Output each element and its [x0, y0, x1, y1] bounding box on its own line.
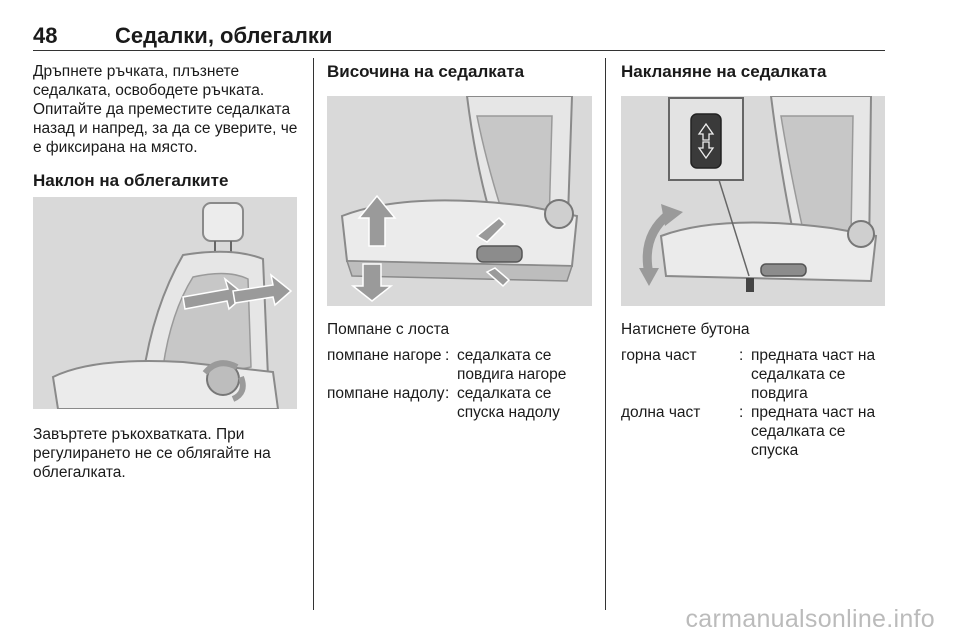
- list-colon: :: [739, 404, 744, 421]
- seat-height-figure: [327, 96, 592, 306]
- seat-backrest-illustration: [33, 197, 297, 409]
- seat-height-caption: Помпане с лоста: [327, 321, 450, 338]
- list-item: [327, 384, 592, 422]
- list-colon: :: [739, 347, 744, 364]
- seat-tilt-caption: Натиснете бутона: [621, 321, 750, 338]
- seat-height-list: [327, 346, 592, 422]
- seat-height-illustration: [327, 96, 592, 306]
- list-definition: предната част на седалката се повдига: [751, 347, 876, 402]
- page-number: 48: [33, 23, 58, 48]
- list-item: [621, 403, 886, 460]
- list-definition: седалката се спуска надолу: [457, 385, 560, 421]
- backrest-figure: [33, 197, 297, 409]
- column-2: [327, 62, 599, 82]
- list-item: [621, 346, 886, 403]
- intro-paragraph: Дръпнете ръчката, плъзнете седалката, освободете ръчката. Опитайте да преместите седалката назад и напред, за да се уверите, че е фиксирана на място.: [33, 63, 298, 156]
- list-term: помпане надолу: [327, 385, 445, 402]
- column-1: [33, 62, 305, 191]
- section-heading-seat-tilt: Накланяне на седалката: [621, 62, 827, 81]
- list-definition: седалката се повдига нагоре: [457, 347, 567, 383]
- column-3: [621, 62, 893, 82]
- list-definition: предната част на седалката се спуска: [751, 404, 876, 459]
- seat-tilt-illustration: [621, 96, 885, 306]
- list-term: долна част: [621, 404, 701, 421]
- list-colon: :: [445, 385, 450, 402]
- section-heading-backrest: Наклон на облегалките: [33, 171, 229, 190]
- seat-tilt-list: [621, 346, 886, 460]
- column-1-lower: [33, 425, 305, 482]
- column-divider-1: [313, 58, 314, 610]
- list-term: горна част: [621, 347, 697, 364]
- list-term: помпане нагоре: [327, 347, 442, 364]
- list-colon: :: [445, 347, 450, 364]
- page-title: Седалки, облегалки: [115, 23, 333, 48]
- seat-tilt-figure: [621, 96, 885, 306]
- column-divider-2: [605, 58, 606, 610]
- header-rule: [33, 50, 885, 51]
- list-item: [327, 346, 592, 384]
- backrest-instructions: Завъртете ръкохватката. При регулирането не се облягайте на облегалката.: [33, 426, 271, 481]
- watermark: carmanualsonline.info: [685, 605, 935, 633]
- section-heading-seat-height: Височина на седалката: [327, 62, 525, 81]
- page-header: [33, 23, 885, 49]
